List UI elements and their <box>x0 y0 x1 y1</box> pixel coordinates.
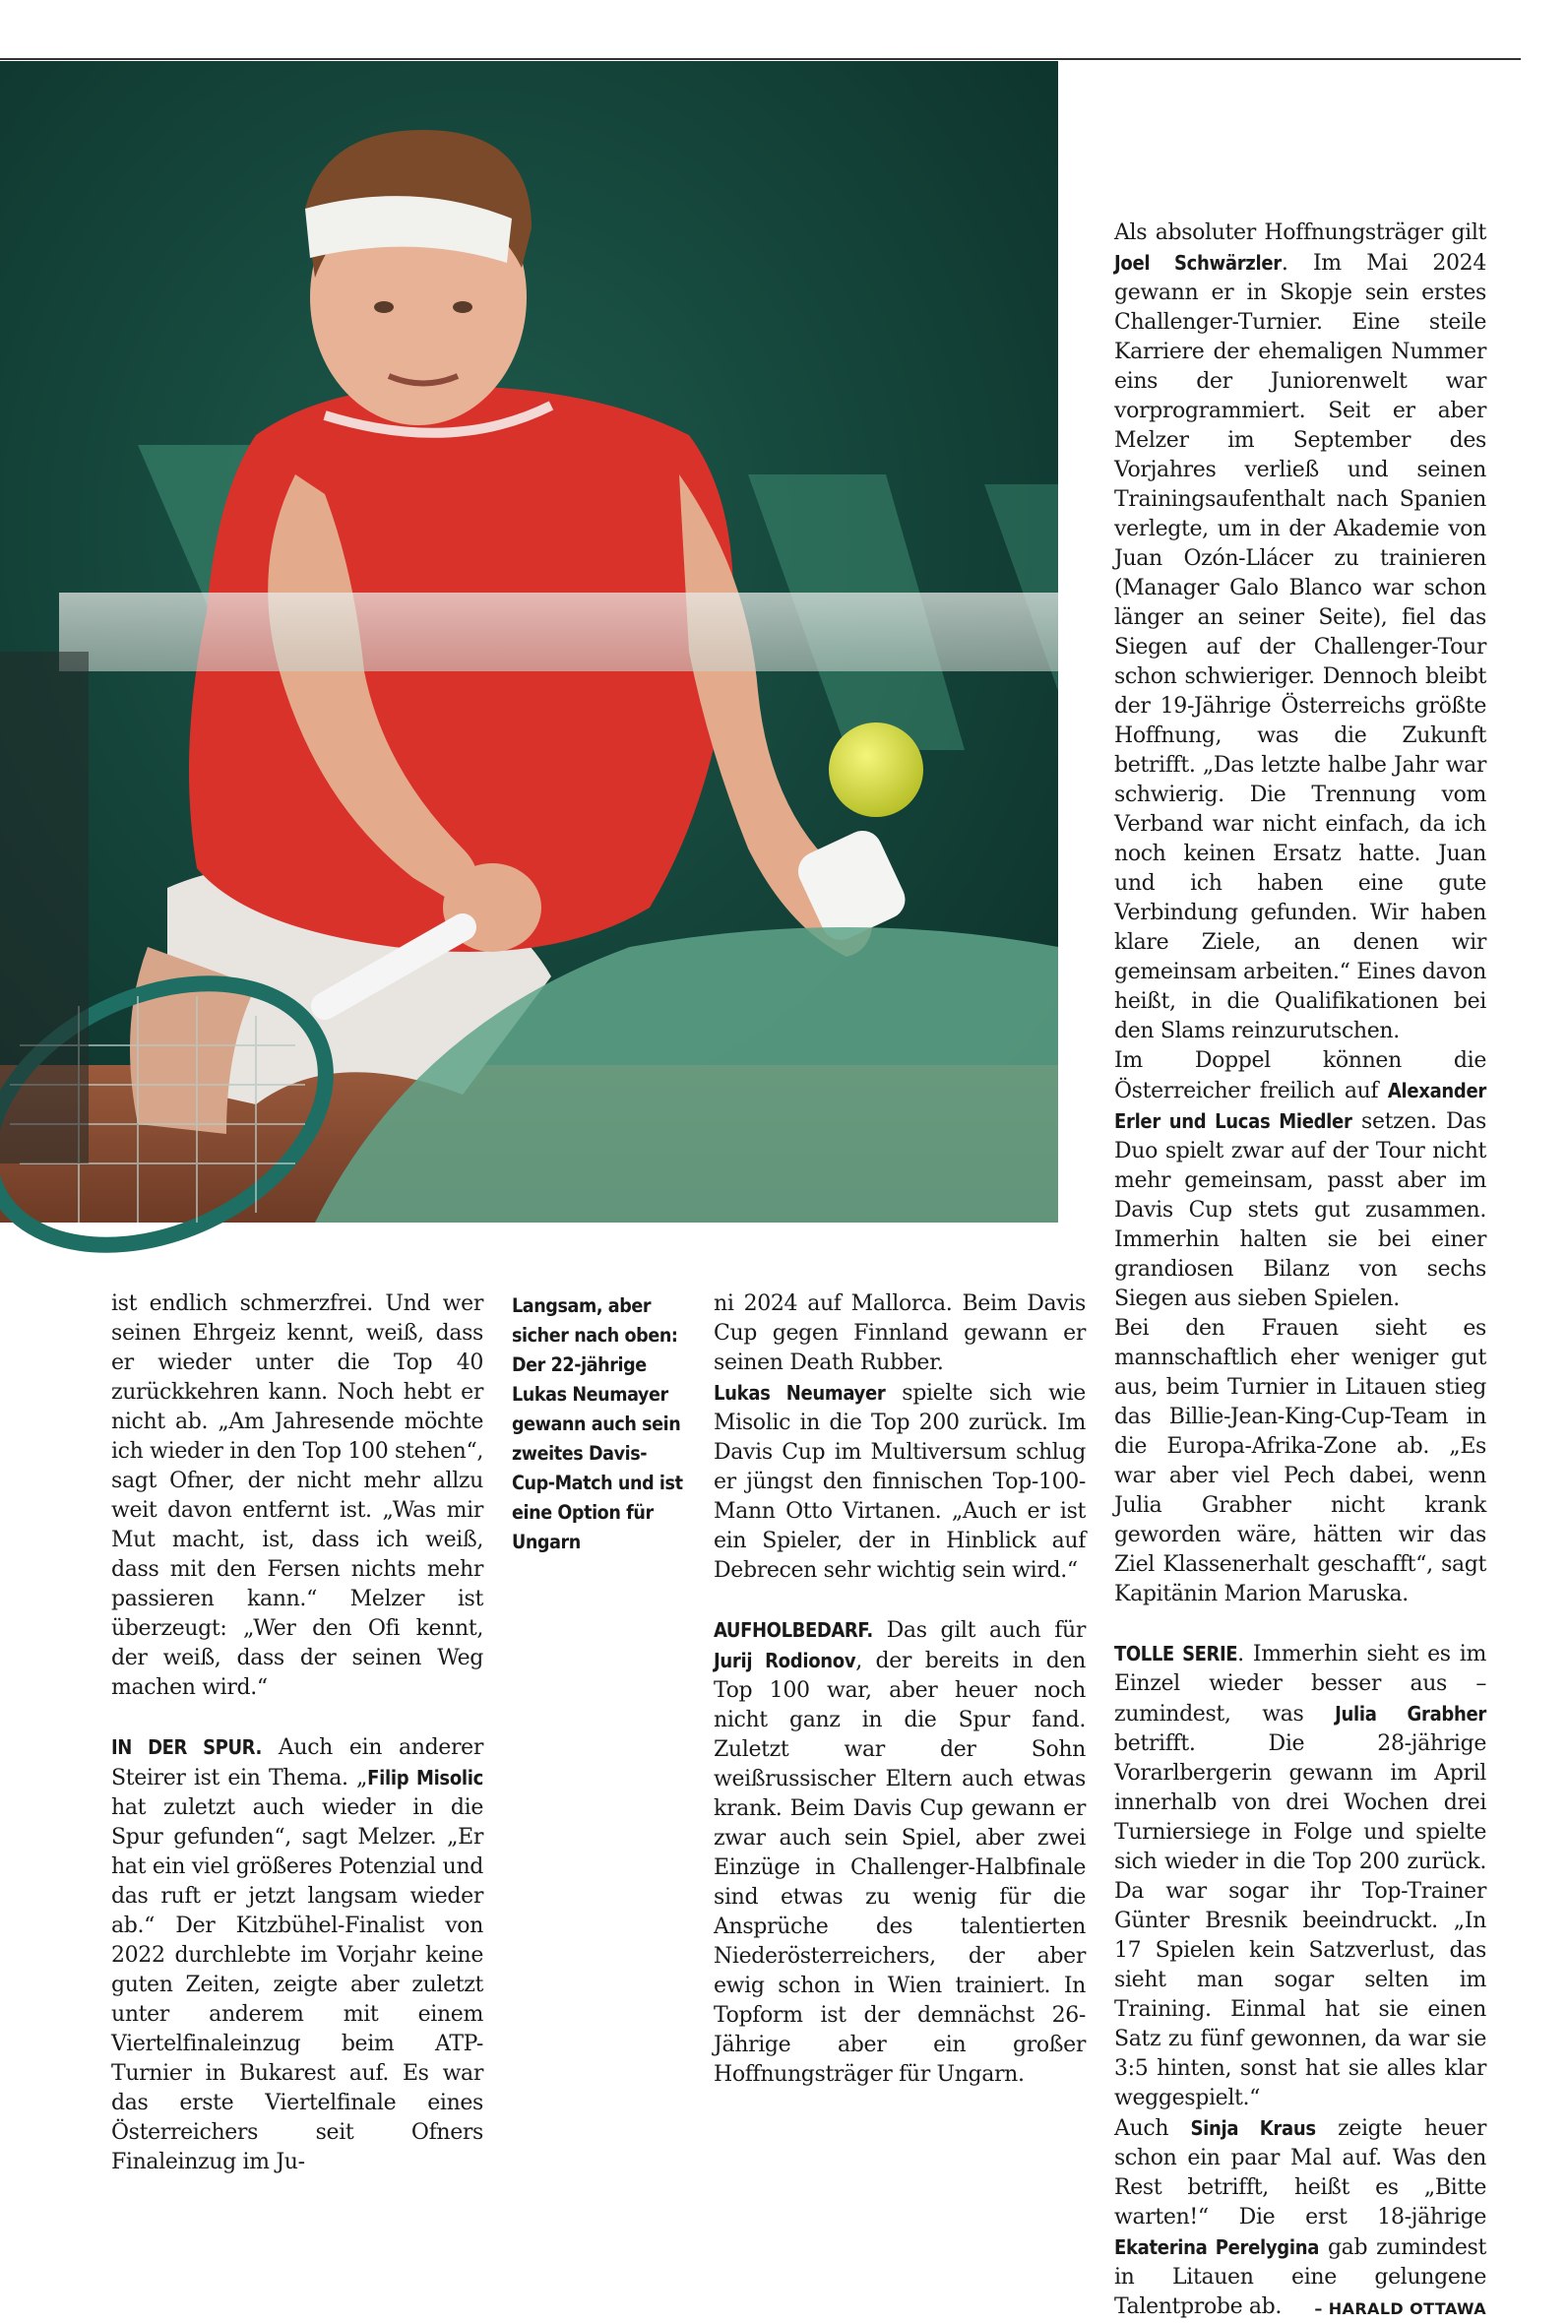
player-name: Alexander Erler und Lucas Miedler <box>1114 1079 1486 1133</box>
kicker: AUFHOLBEDARF. <box>714 1618 873 1642</box>
player-name: Sinja Kraus <box>1190 2116 1316 2140</box>
column-1 <box>111 1289 483 2177</box>
col1-paragraph-1: ist endlich schmerzfrei. Und wer seinen Ehrgeiz kennt, weiß, dass er wieder unter die Top 40 zurückkehren kann. Noch hebt er nicht ab. „Am Jahresende möchte ich wieder in den Top 100 stehen“, sagt Ofner, der nicht mehr allzu weit davon entfernt ist. „Was mir Mut macht, ist, dass ich weiß, dass mit den Fersen nichts mehr passieren kann.“ Melzer ist überzeugt: „Wer den Ofi kennt, der weiß, dass der seinen Weg machen wird.“ <box>111 1291 483 1700</box>
player-name: Julia Grabher <box>1335 1702 1486 1726</box>
photo-caption: Langsam, aber sicher nach oben: Der 22-jährige Lukas Neumayer gewann auch sein zweites Davis-Cup-Match und ist eine Option für Ungarn <box>512 1294 683 1553</box>
col3-paragraph-1: ni 2024 auf Mallorca. Beim Davis Cup gegen Finnland gewann er seinen Death Rubber. <box>714 1291 1086 1375</box>
right-paragraph-1: Als absoluter Hoffnungsträger gilt Joel Schwärzler. Im Mai 2024 gewann er in Skopje sein erstes Challenger-Turnier. Eine steile Karriere der ehemaligen Nummer eins der Juniorenwelt war vorprogrammiert. Seit er aber Melzer im September des Vorjahres verließ und seinen Trainingsaufenthalt nach Spanien verlegte, um in der Akademie von Juan Ozón-Llácer zu trainieren (Manager Galo Blanco war schon länger an seiner Seite), fiel das Siegen auf der Challenger-Tour schon schwieriger. Dennoch bleibt der 19-Jährige Österreichs größte Hoffnung, was die Zukunft betrifft. „Das letzte halbe Jahr war schwierig. Die Trennung vom Verband war nicht einfach, da ich noch keinen Ersatz hatte. Juan und ich haben eine gute Verbindung gefunden. Wir haben klare Ziele, an denen wir gemeinsam arbeiten.“ Eines davon heißt, in die Qualifikationen bei den Slams reinzurutschen. <box>1114 220 1486 1043</box>
player-name: Ekaterina Perelygina <box>1114 2235 1320 2259</box>
player-name: Lukas Neumayer <box>714 1381 886 1405</box>
byline: – HARALD OTTAWA <box>1314 2299 1486 2318</box>
kicker: IN DER SPUR. <box>111 1735 262 1759</box>
player-name: Jurij Rodionov <box>714 1649 856 1672</box>
top-rule <box>0 58 1521 60</box>
tennis-player-photo <box>0 61 1058 1223</box>
col1-paragraph-2: IN DER SPUR. Auch ein anderer Steirer ist ein Thema. „Filip Misolic hat zuletzt auch wieder in die Spur gefunden“, sagt Melzer. „Er hat ein viel größeres Potenzial und das ruft er jetzt langsam wieder ab.“ Der Kitzbühel-Finalist von 2022 durchlebte im Vorjahr keine guten Zeiten, zeigte aber zuletzt unter anderem mit einem Viertelfinaleinzug beim ATP-Turnier in Bukarest auf. Es war das erste Viertelfinale eines Österreichers seit Ofners Finaleinzug im Ju- <box>111 1735 483 2174</box>
right-paragraph-3: Bei den Frauen sieht es mannschaftlich eher weniger gut aus, beim Turnier in Litauen stieg das Billie-Jean-King-Cup-Team in die Europa-Afrika-Zone ab. „Es war aber viel Pech dabei, wenn Julia Grabher nicht krank geworden wäre, hätten wir das Ziel Klassenerhalt geschafft“, sagt Kapitänin Marion Maruska. <box>1114 1316 1486 1606</box>
kicker: TOLLE SERIE <box>1114 1642 1238 1665</box>
right-column <box>1114 219 1486 2324</box>
right-paragraph-2: Im Doppel können die Österreicher freilich auf Alexander Erler und Lucas Miedler setzen. Das Duo spielt zwar auf der Tour nicht mehr gemeinsam, passt aber im Davis Cup stets gut zusammen. Immerhin halten sie bei einer grandiosen Bilanz von sechs Siegen aus sieben Spielen. <box>1114 1048 1486 1311</box>
right-paragraph-5: Auch Sinja Kraus zeigte heuer schon ein paar Mal auf. Was den Rest betrifft, heißt es „Bitte warten!“ Die erst 18-jährige Ekaterina Perelygina gab zumindest in Litauen eine gelungene Talentprobe ab. – HARALD OTTAWA <box>1114 2113 1486 2322</box>
player-name: Filip Misolic <box>367 1766 483 1790</box>
player-name: Joel Schwärzler <box>1114 251 1282 275</box>
col3-paragraph-2: Lukas Neumayer spielte sich wie Misolic in die Top 200 zurück. Im Davis Cup im Multiversum schlug er jüngst den finnischen Top-100-Mann Otto Virtanen. „Auch er ist ein Spieler, der in Hinblick auf Debrecen sehr wichtig sein wird.“ <box>714 1381 1086 1583</box>
photo-illustration <box>0 61 1058 1223</box>
right-paragraph-4: TOLLE SERIE. Immerhin sieht es im Einzel wieder besser aus – zumindest, was Julia Grabher betrifft. Die 28-jährige Vorarlbergerin gewann im April innerhalb von drei Wochen drei Turniersiege in Folge und spielte sich wieder in die Top 200 zurück. Da war sogar ihr Top-Trainer Günter Bresnik beeindruckt. „In 17 Spielen kein Satzverlust, das sieht man sogar selten im Training. Einmal hat sie einen Satz zu fünf gewonnen, da war sie 3:5 hinten, sonst hat sie alles klar weggespielt.“ <box>1114 1642 1486 2110</box>
col3-paragraph-3: AUFHOLBEDARF. Das gilt auch für Jurij Rodionov, der bereits in den Top 100 war, aber heuer noch nicht ganz in die Spur fand. Zuletzt war der Sohn weißrussischer Eltern auch etwas krank. Beim Davis Cup gewann er zwar auch sein Spiel, aber zwei Einzüge in Challenger-Halbfinale sind etwas zu wenig für die Ansprüche des talentierten Niederösterreichers, der aber ewig schon in Wien trainiert. In Topform ist der demnächst 26-Jährige aber ein großer Hoffnungsträger für Ungarn. <box>714 1618 1086 2087</box>
column-3 <box>714 1289 1086 2090</box>
